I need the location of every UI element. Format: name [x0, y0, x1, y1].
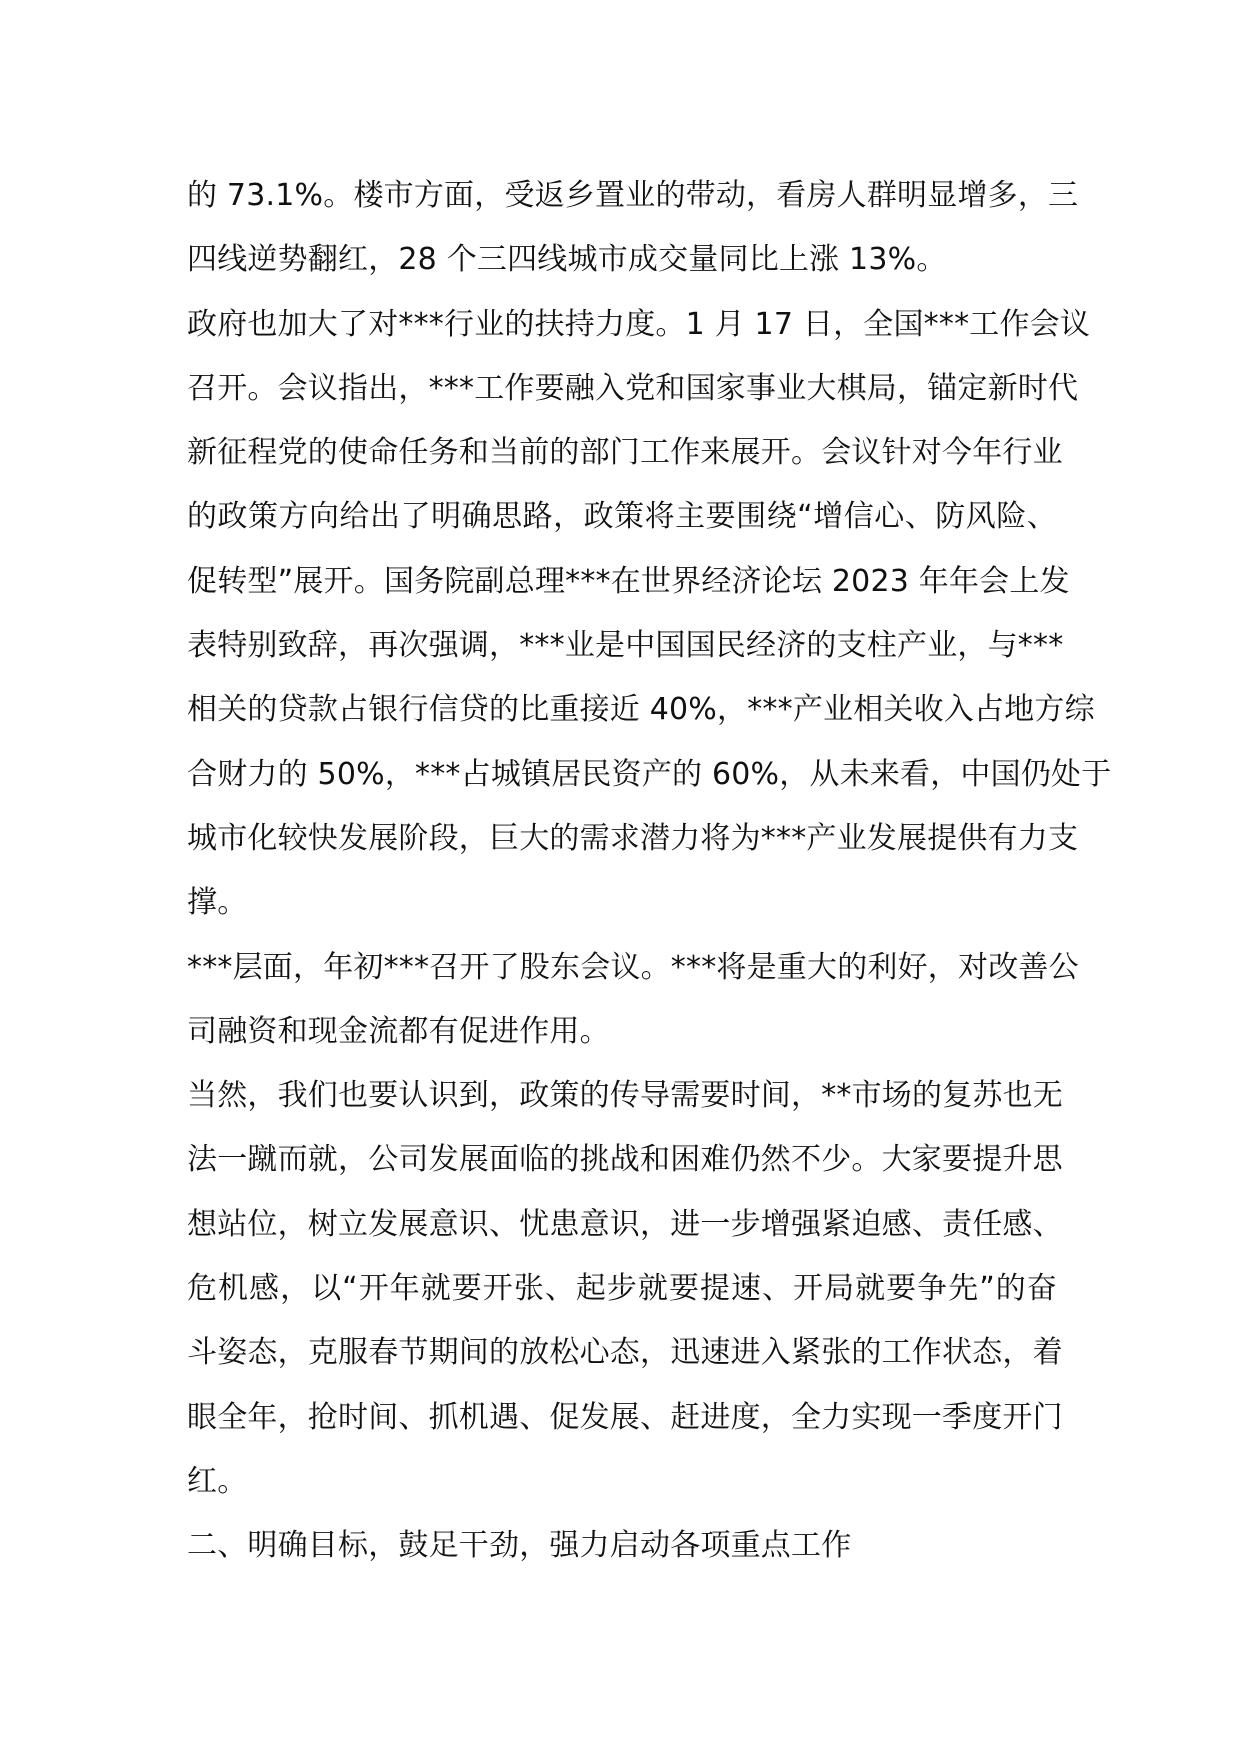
- text-line: 四线逆势翻红，28 个三四线城市成交量同比上涨 13%。: [187, 242, 947, 278]
- text-line: 相关的贷款占银行信贷的比重接近 40%，***产业相关收入占地方综: [187, 692, 1095, 728]
- text-line: 城市化较快发展阶段，巨大的需求潜力将为***产业发展提供有力支: [187, 820, 1079, 856]
- text-line: 的政策方向给出了明确思路，政策将主要围绕“增信心、防风险、: [187, 499, 1057, 535]
- text-line: 表特别致辞，再次强调，***业是中国国民经济的支柱产业，与***: [187, 628, 1064, 664]
- text-line: 危机感，以“开年就要开张、起步就要提速、开局就要争先”的奋: [187, 1271, 1057, 1307]
- text-line: 的 73.1%。楼市方面，受返乡置业的带动，看房人群明显增多，三: [187, 178, 1079, 213]
- text-line: 政府也加大了对***行业的扶持力度。1 月 17 日，全国***工作会议: [187, 306, 1091, 342]
- text-line: ***层面，年初***召开了股东会议。***将是重大的利好，对改善公: [187, 949, 1079, 985]
- document-body: [187, 164, 1112, 1579]
- text-line: 斗姿态，克服春节期间的放松心态，迅速进入紧张的工作状态，着: [187, 1335, 1063, 1371]
- text-line: 司融资和现金流都有促进作用。: [187, 1013, 610, 1049]
- text-line: 合财力的 50%，***占城镇居民资产的 60%，从未来看，中国仍处于: [187, 756, 1112, 792]
- text-line: 二、明确目标，鼓足干劲，强力启动各项重点工作: [187, 1528, 852, 1564]
- text-line: 想站位，树立发展意识、忧患意识，进一步增强紧迫感、责任感、: [187, 1206, 1063, 1242]
- text-line: 红。: [187, 1463, 248, 1499]
- text-line: 新征程党的使命任务和当前的部门工作来展开。会议针对今年行业: [187, 435, 1063, 471]
- text-line: 促转型”展开。国务院副总理***在世界经济论坛 2023 年年会上发: [187, 563, 1070, 599]
- text-line: 召开。会议指出，***工作要融入党和国家事业大棋局，锚定新时代: [187, 370, 1079, 406]
- text-line: 当然，我们也要认识到，政策的传导需要时间，**市场的复苏也无: [187, 1078, 1063, 1114]
- text-line: 眼全年，抢时间、抓机遇、促发展、赶进度，全力实现一季度开门: [187, 1399, 1063, 1435]
- text-line: 法一蹴而就，公司发展面临的挑战和困难仍然不少。大家要提升思: [187, 1142, 1063, 1178]
- text-line: 撑。: [187, 885, 248, 921]
